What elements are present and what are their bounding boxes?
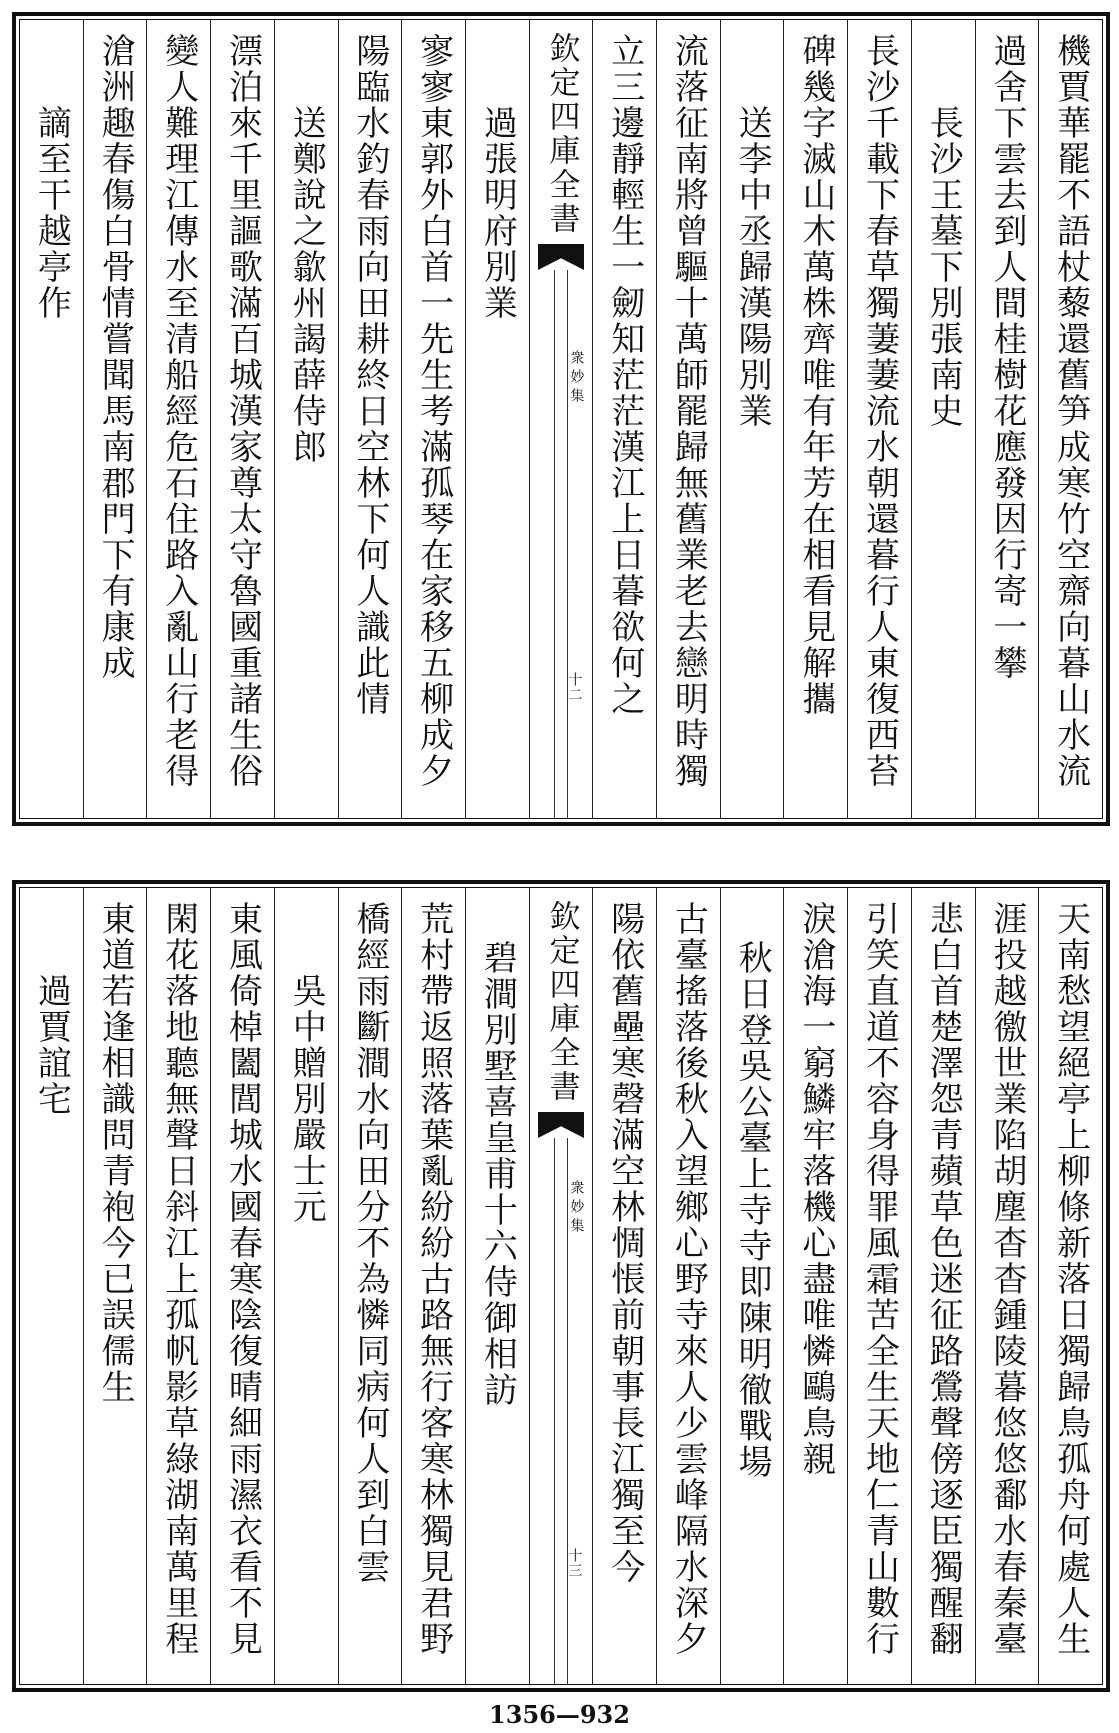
text-column (656, 888, 720, 1684)
text-column (146, 20, 210, 818)
column-text: 閑花落地聽無聲日斜江上孤帆影草綠湖南萬里程 (158, 901, 199, 1657)
text-column (847, 888, 911, 1684)
column-text: 天南愁望絕亭上柳條新落日獨歸鳥孤舟何處人生 (1050, 901, 1091, 1657)
poem-title-column (465, 888, 529, 1684)
poem-title: 送李中丞歸漢陽別業 (732, 105, 773, 429)
poem-title: 過賈誼宅 (31, 973, 72, 1117)
text-column (783, 888, 847, 1684)
poem-title: 吳中贈別嚴士元 (286, 973, 327, 1225)
column-text: 陽臨水釣春雨向田耕終日空林下何人識此情 (349, 33, 390, 717)
text-column (401, 888, 465, 1684)
center-fold-column (529, 888, 593, 1684)
text-column (210, 888, 274, 1684)
text-column (975, 20, 1039, 818)
column-text: 寥寥東郭外白首一先生考滿孤琴在家移五柳成夕 (413, 33, 454, 789)
poem-title-column (274, 20, 338, 818)
top-leaf-panel (12, 12, 1110, 826)
poem-title-column (274, 888, 338, 1684)
column-text: 橋經雨斷澗水向田分不為憐同病何人到白雲 (349, 901, 390, 1585)
center-fold-column (529, 20, 593, 818)
text-column (338, 888, 402, 1684)
column-text: 變人難理江傳水至清船經危石住路入亂山行老得 (158, 33, 199, 789)
text-column (83, 20, 147, 818)
poem-title-column (720, 20, 784, 818)
poem-title-column (20, 20, 83, 818)
text-column (592, 20, 656, 818)
column-text: 流落征南將曾驅十萬師罷歸無舊業老去戀明時獨 (668, 33, 709, 789)
book-title: 衆妙集 (568, 1180, 585, 1237)
fishtail-mark-icon (538, 1112, 584, 1138)
text-column (1038, 888, 1102, 1684)
series-title: 欽定四庫全書 (543, 900, 580, 1104)
fold-slot (554, 270, 568, 818)
text-column (210, 20, 274, 818)
poem-title: 送鄭說之歙州謁薛侍郎 (286, 105, 327, 465)
column-text: 東風倚棹闔閭城水國春寒陰復晴細雨濕衣看不見 (222, 901, 263, 1657)
column-text: 淚滄海一窮鱗牢落機心盡唯憐鷗鳥親 (795, 901, 836, 1477)
text-column (975, 888, 1039, 1684)
book-title: 衆妙集 (568, 350, 585, 407)
poem-title: 謫至干越亭作 (31, 105, 72, 321)
poem-title: 秋日登吳公臺上寺寺即陳明徹戰場 (732, 940, 773, 1480)
column-text: 悲白首楚澤怨青蘋草色迷征路鶯聲傍逐臣獨醒翻 (923, 901, 964, 1657)
column-text: 過舍下雲去到人間桂樹花應發因行寄一攀 (986, 33, 1027, 681)
column-text: 古臺搖落後秋入望鄉心野寺來人少雲峰隔水深夕 (668, 901, 709, 1657)
bottom-leaf-panel (12, 880, 1110, 1692)
text-column (401, 20, 465, 818)
text-column (783, 20, 847, 818)
text-column (1038, 20, 1102, 818)
poem-title: 過張明府別業 (477, 105, 518, 321)
top-leaf-text-block (19, 19, 1103, 819)
column-text: 立三邊靜輕生一劒知茫茫漢江上日暮欲何之 (604, 33, 645, 717)
column-text: 荒村帶返照落葉亂紛紛古路無行客寒林獨見君野 (413, 901, 454, 1657)
poem-title-column (465, 20, 529, 818)
bottom-leaf-text-block (19, 887, 1103, 1685)
column-text: 滄洲趣春傷白骨情嘗聞馬南郡門下有康成 (95, 33, 136, 681)
poem-title-column (720, 888, 784, 1684)
fold-slot (554, 1138, 568, 1684)
poem-title: 碧澗別墅喜皇甫十六侍御相訪 (477, 940, 518, 1408)
page-reference-caption: 1356—932 (489, 1700, 630, 1729)
fishtail-mark-icon (538, 244, 584, 270)
text-column (592, 888, 656, 1684)
column-text: 長沙千載下春草獨萋萋流水朝還暮行人東復西苔 (859, 33, 900, 789)
poem-title-column (911, 20, 975, 818)
column-text: 陽依舊壘寒磬滿空林惆悵前朝事長江獨至今 (604, 901, 645, 1585)
column-text: 東道若逢相識問青袍今已誤儒生 (95, 901, 136, 1405)
folio-number: 十三 (566, 1548, 583, 1578)
poem-title-column (20, 888, 83, 1684)
text-column (83, 888, 147, 1684)
column-text: 漂泊來千里謳歌滿百城漢家尊太守魯國重諸生俗 (222, 33, 263, 789)
column-text: 引笑直道不容身得罪風霜苦全生天地仁青山數行 (859, 901, 900, 1657)
text-column (338, 20, 402, 818)
text-column (847, 20, 911, 818)
folio-number: 十二 (566, 672, 583, 702)
column-text: 涯投越徼世業陷胡塵杳杳鍾陵暮悠悠鄱水春秦臺 (986, 901, 1027, 1657)
column-text: 碑幾字滅山木萬株齊唯有年芳在相看見解攜 (795, 33, 836, 717)
series-title: 欽定四庫全書 (543, 32, 580, 236)
text-column (146, 888, 210, 1684)
column-text: 機賈華罷不語杖藜還舊笋成寒竹空齋向暮山水流 (1050, 33, 1091, 789)
text-column (911, 888, 975, 1684)
text-column (656, 20, 720, 818)
poem-title: 長沙王墓下別張南史 (923, 105, 964, 429)
